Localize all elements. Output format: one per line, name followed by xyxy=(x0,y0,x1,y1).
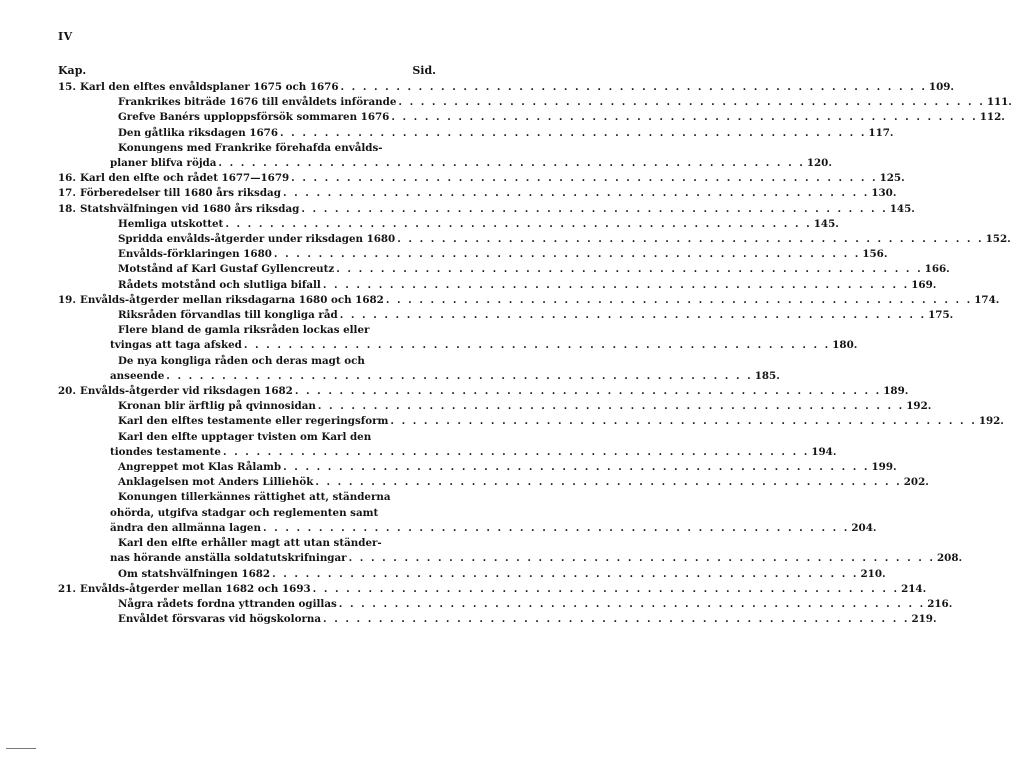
toc-subentry-row xyxy=(58,232,1011,247)
entry-title: Rådets motstånd och slutliga bifall xyxy=(118,278,321,291)
toc-subentry-row xyxy=(58,217,839,232)
toc-subentry-row xyxy=(58,506,436,521)
dot-leader xyxy=(390,414,976,429)
page-ref: 130. xyxy=(871,187,897,200)
page-column-label: Sid. xyxy=(412,64,436,77)
toc-chapter-row xyxy=(58,293,1000,308)
dot-leader xyxy=(301,202,887,217)
page-ref: 145. xyxy=(889,202,915,215)
toc-subentry-row xyxy=(58,156,832,171)
dot-leader xyxy=(318,399,904,414)
dot-leader xyxy=(295,384,881,399)
page-ref: 192. xyxy=(906,400,932,413)
entry-title: anseende xyxy=(110,369,165,382)
page-ref: 169. xyxy=(911,278,937,291)
entry-title: Anklagelsen mot Anders Lilliehök xyxy=(118,476,314,489)
page-ref: 117. xyxy=(868,126,894,139)
page-ref: 174. xyxy=(974,293,1000,306)
page-number: IV xyxy=(58,30,73,43)
page-ref: 210. xyxy=(860,567,886,580)
page-ref: 214. xyxy=(901,582,927,595)
chapter-column-label: Kap. xyxy=(58,64,87,77)
page-ref: 216. xyxy=(927,597,953,610)
dot-leader xyxy=(391,110,977,125)
toc-subentry-row xyxy=(58,567,886,582)
dot-leader xyxy=(274,247,860,262)
entry-title: ändra den allmänna lagen xyxy=(110,521,261,534)
toc-chapter-row xyxy=(58,186,897,201)
dot-leader xyxy=(340,308,926,323)
chapter-number: 21. xyxy=(58,582,76,595)
toc-subentry-row xyxy=(58,430,436,445)
dot-leader xyxy=(341,80,927,95)
toc-subentry-row xyxy=(58,262,950,277)
dot-leader xyxy=(218,156,804,171)
page-ref: 145. xyxy=(813,217,839,230)
entry-title: Envålds-åtgerder mellan 1682 och 1693 xyxy=(80,582,311,595)
page-ref: 125. xyxy=(879,172,905,185)
toc-subentry-row xyxy=(58,490,436,505)
chapter-number: 20. xyxy=(58,385,76,398)
entry-title: Envålds-förklaringen 1680 xyxy=(118,248,272,261)
dot-leader xyxy=(336,262,922,277)
page-ref: 120. xyxy=(806,157,832,170)
toc-subentry-row xyxy=(58,399,932,414)
entry-title: Karl den elfte erhåller magt att utan ständer- xyxy=(118,537,382,550)
entry-title: Karl den elftes testamente eller regeringsform xyxy=(118,415,389,428)
entry-title: nas hörande anställa soldatutskrifningar xyxy=(110,552,347,565)
chapter-number: 16. xyxy=(58,172,76,185)
toc-subentry-row xyxy=(58,126,894,141)
page-ref: 156. xyxy=(862,248,888,261)
toc-subentry-row xyxy=(58,247,888,262)
dot-leader xyxy=(323,612,909,627)
page-ref: 208. xyxy=(937,552,963,565)
dot-leader xyxy=(244,338,830,353)
toc-subentry-row xyxy=(58,551,963,566)
page-ref: 204. xyxy=(851,521,877,534)
entry-title: Motstånd af Karl Gustaf Gyllencreutz xyxy=(118,263,335,276)
toc-subentry-row xyxy=(58,369,780,384)
chapter-number: 15. xyxy=(58,81,76,93)
toc-chapter-row xyxy=(58,202,915,217)
toc-subentry-row xyxy=(58,612,937,627)
dot-leader xyxy=(315,475,901,490)
toc-subentry-row xyxy=(58,141,436,156)
page-ref: 111. xyxy=(986,96,1012,109)
toc-subentry-row xyxy=(58,308,954,323)
entry-title: Statshvälfningen vid 1680 års riksdag xyxy=(80,202,300,215)
entry-title: ohörda, utgifva stadgar och reglementen samt xyxy=(110,506,379,519)
dot-leader xyxy=(349,551,935,566)
toc-subentry-row xyxy=(58,536,436,551)
page-ref: 192. xyxy=(978,415,1004,428)
page-ref: 166. xyxy=(924,263,950,276)
entry-title: Karl den elfte och rådet 1677—1679 xyxy=(80,172,290,185)
entry-title: Konungen tillerkännes rättighet att, ständerna xyxy=(118,491,391,504)
page-ref: 189. xyxy=(883,385,909,398)
dot-leader xyxy=(339,597,925,612)
dot-leader xyxy=(263,521,849,536)
dot-leader xyxy=(166,369,752,384)
entry-title: Frankrikes biträde 1676 till envåldets införande xyxy=(118,96,397,109)
dot-leader xyxy=(272,567,858,582)
entry-title: Karl den elftes envåldsplaner 1675 och 1676 xyxy=(80,81,339,93)
toc-subentry-row xyxy=(58,475,929,490)
entry-title: Angreppet mot Klas Rålamb xyxy=(118,461,282,474)
table-of-contents xyxy=(58,80,1012,627)
toc-subentry-row xyxy=(58,95,1012,110)
toc-subentry-row xyxy=(58,323,436,338)
entry-title: De nya kongliga råden och deras magt och xyxy=(118,354,365,367)
entry-title: Envåldet försvaras vid högskolorna xyxy=(118,613,322,626)
entry-title: tvingas att taga afsked xyxy=(110,339,242,352)
entry-title: Grefve Banérs upploppsförsök sommaren 1676 xyxy=(118,111,390,124)
toc-subentry-row xyxy=(58,521,877,536)
chapter-number: 18. xyxy=(58,202,76,215)
toc-chapter-row xyxy=(58,582,927,597)
entry-title: Hemliga utskottet xyxy=(118,217,224,230)
entry-title: Förberedelser till 1680 års riksdag xyxy=(80,187,281,200)
dot-leader xyxy=(283,460,869,475)
dot-leader xyxy=(386,293,972,308)
dot-leader xyxy=(280,126,866,141)
page-ref: 194. xyxy=(811,445,837,458)
page-ref: 202. xyxy=(903,476,929,489)
entry-title: Karl den elfte upptager tvisten om Karl den xyxy=(118,430,372,443)
dot-leader xyxy=(291,171,877,186)
toc-chapter-row xyxy=(58,80,954,95)
chapter-number: 17. xyxy=(58,187,76,200)
entry-title: Envålds-åtgerder vid riksdagen 1682 xyxy=(80,385,293,398)
page-ref: 112. xyxy=(979,111,1005,124)
toc-subentry-row xyxy=(58,278,937,293)
chapter-number: 19. xyxy=(58,293,76,306)
toc-subentry-row xyxy=(58,354,436,369)
footer-rule xyxy=(6,748,36,749)
toc-header xyxy=(58,64,436,77)
entry-title: Konungens med Frankrike förehafda envålds- xyxy=(118,141,383,154)
dot-leader xyxy=(283,186,869,201)
dot-leader xyxy=(313,582,899,597)
entry-title: Spridda envålds-åtgerder under riksdagen 1680 xyxy=(118,233,396,246)
entry-title: tiondes testamente xyxy=(110,445,221,458)
toc-subentry-row xyxy=(58,414,1004,429)
dot-leader xyxy=(398,95,984,110)
toc-chapter-row xyxy=(58,171,905,186)
page-ref: 175. xyxy=(928,309,954,322)
page-ref: 219. xyxy=(911,613,937,626)
entry-title: Kronan blir ärftlig på qvinnosidan xyxy=(118,400,316,413)
toc-subentry-row xyxy=(58,110,1005,125)
page-ref: 109. xyxy=(928,81,954,93)
page-ref: 199. xyxy=(871,461,897,474)
toc-subentry-row xyxy=(58,460,897,475)
dot-leader xyxy=(397,232,983,247)
entry-title: Envålds-åtgerder mellan riksdagarna 1680 och 1682 xyxy=(80,293,384,306)
toc-subentry-row xyxy=(58,445,837,460)
page-ref: 185. xyxy=(754,369,780,382)
toc-subentry-row xyxy=(58,338,858,353)
page-ref: 180. xyxy=(832,339,858,352)
dot-leader xyxy=(223,445,809,460)
toc-chapter-row xyxy=(58,384,909,399)
dot-leader xyxy=(323,278,909,293)
entry-title: Några rådets fordna yttranden ogillas xyxy=(118,597,337,610)
entry-title: Den gåtlika riksdagen 1676 xyxy=(118,126,279,139)
entry-title: Flere bland de gamla riksråden lockas eller xyxy=(118,324,370,337)
toc-subentry-row xyxy=(58,597,953,612)
dot-leader xyxy=(225,217,811,232)
entry-title: planer blifva röjda xyxy=(110,157,217,170)
entry-title: Om statshvälfningen 1682 xyxy=(118,567,271,580)
entry-title: Riksråden förvandlas till kongliga råd xyxy=(118,309,338,322)
page-ref: 152. xyxy=(985,233,1011,246)
